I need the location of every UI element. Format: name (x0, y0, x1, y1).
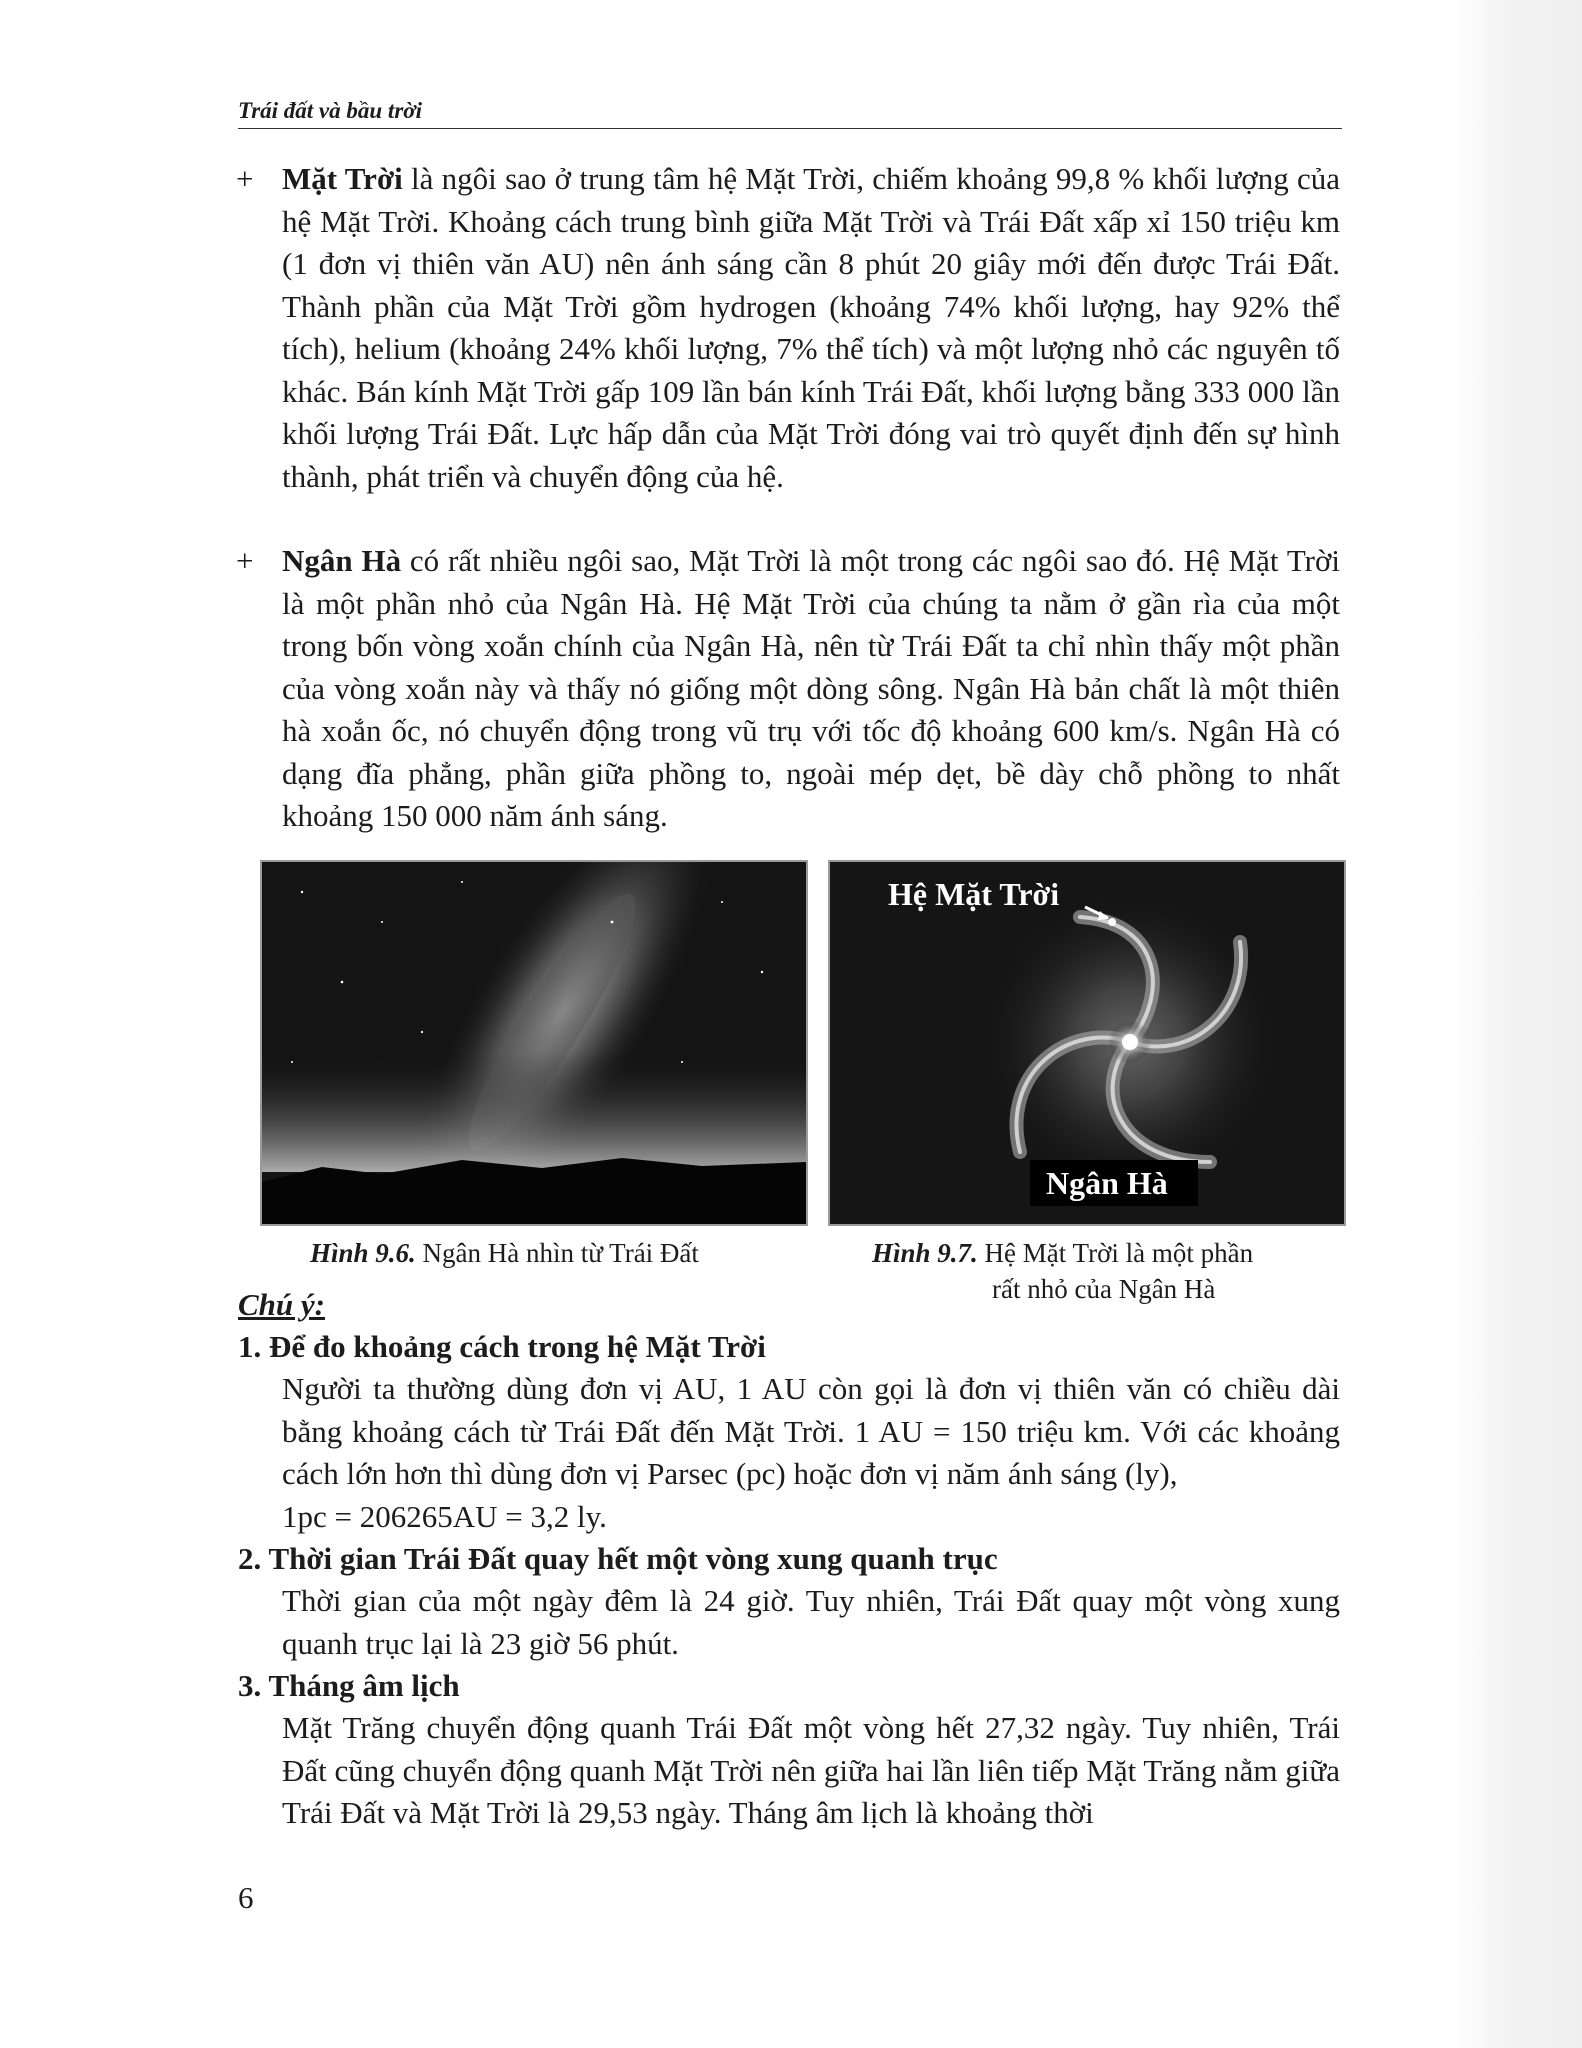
figure-number: Hình 9.7. (872, 1238, 978, 1268)
note-heading-1: 1. Để đo khoảng cách trong hệ Mặt Trời (238, 1329, 766, 1364)
note-title: Chú ý: (238, 1287, 325, 1322)
term-sun: Mặt Trời (282, 161, 403, 196)
bullet-marker: + (236, 161, 254, 196)
paragraph-sun (282, 158, 1340, 498)
paragraph-milky-way (282, 540, 1340, 838)
caption-figure-9-7 (872, 1236, 1253, 1270)
figure-milky-way-photo (260, 860, 808, 1226)
note-body-2: Thời gian của một ngày đêm là 24 giờ. Tuy nhiên, Trái Đất quay một vòng xung quanh trục lại là 23 giờ 56 phút. (282, 1583, 1340, 1661)
page-edge-shade (1452, 0, 1582, 2048)
figure-spiral-galaxy (828, 860, 1346, 1226)
running-header: Trái đất và bầu trời (238, 98, 1342, 129)
figure-caption-line-1: Hệ Mặt Trời là một phần (984, 1238, 1254, 1268)
term-milky-way: Ngân Hà (282, 543, 402, 578)
note-heading-2: 2. Thời gian Trái Đất quay hết một vòng xung quanh trục (238, 1541, 998, 1576)
bullet-marker: + (236, 543, 254, 578)
label-solar-system: Hệ Mặt Trời (888, 876, 1060, 912)
note-body-1 (282, 1368, 1340, 1538)
caption-figure-9-6 (310, 1236, 699, 1270)
note-body-1-text: Người ta thường dùng đơn vị AU, 1 AU còn gọi là đơn vị thiên văn có chiều dài bằng khoảng cách từ Trái Đất đến Mặt Trời. 1 AU = 150 triệu km. Với các khoảng cách lớn hơn thì dùng đơn vị Parsec (pc) hoặc đơn vị năm ánh sáng (ly), (282, 1371, 1340, 1491)
page-number: 6 (238, 1880, 254, 1915)
figure-caption-line-2: rất nhỏ của Ngân Hà (992, 1274, 1216, 1304)
paragraph-milky-way-text: có rất nhiều ngôi sao, Mặt Trời là một trong các ngôi sao đó. Hệ Mặt Trời là một phần nhỏ của Ngân Hà. Hệ Mặt Trời của chúng ta nằm ở gần rìa của một trong bốn vòng xoắn chính của Ngân Hà, nên từ Trái Đất ta chỉ nhìn thấy một phần của vòng xoắn này và thấy nó giống một dòng sông. Ngân Hà bản chất là một thiên hà xoắn ốc, nó chuyển động trong vũ trụ với tốc độ khoảng 600 km/s. Ngân Hà có dạng đĩa phẳng, phần giữa phồng to, ngoài mép dẹt, bề dày chỗ phồng to nhất khoảng 150 000 năm ánh sáng. (282, 543, 1340, 833)
milky-way-night-sky-image (262, 862, 806, 1224)
note-heading-3: 3. Tháng âm lịch (238, 1668, 460, 1703)
paragraph-sun-text: là ngôi sao ở trung tâm hệ Mặt Trời, chiếm khoảng 99,8 % khối lượng của hệ Mặt Trời. Khoảng cách trung bình giữa Mặt Trời và Trái Đất xấp xỉ 150 triệu km (1 đơn vị thiên văn AU) nên ánh sáng cần 8 phút 20 giây mới đến được Trái Đất. Thành phần của Mặt Trời gồm hydrogen (khoảng 74% khối lượng, hay 92% thể tích), helium (khoảng 24% khối lượng, 7% thể tích) và một lượng nhỏ các nguyên tố khác. Bán kính Mặt Trời gấp 109 lần bán kính Trái Đất, khối lượng bằng 333 000 lần khối lượng Trái Đất. Lực hấp dẫn của Mặt Trời đóng vai trò quyết định đến sự hình thành, phát triển và chuyển động của hệ. (282, 161, 1341, 494)
note-body-3: Mặt Trăng chuyển động quanh Trái Đất một vòng hết 27,32 ngày. Tuy nhiên, Trái Đất cũng chuyển động quanh Mặt Trời nên giữa hai lần liên tiếp Mặt Trăng nằm giữa Trái Đất và Mặt Trời là 29,53 ngày. Tháng âm lịch là khoảng thời (282, 1710, 1340, 1830)
figure-caption-text: Ngân Hà nhìn từ Trái Đất (422, 1238, 699, 1268)
label-milky-way: Ngân Hà (1046, 1165, 1168, 1201)
figure-number: Hình 9.6. (310, 1238, 416, 1268)
note-formula: 1pc = 206265AU = 3,2 ly. (282, 1498, 607, 1534)
